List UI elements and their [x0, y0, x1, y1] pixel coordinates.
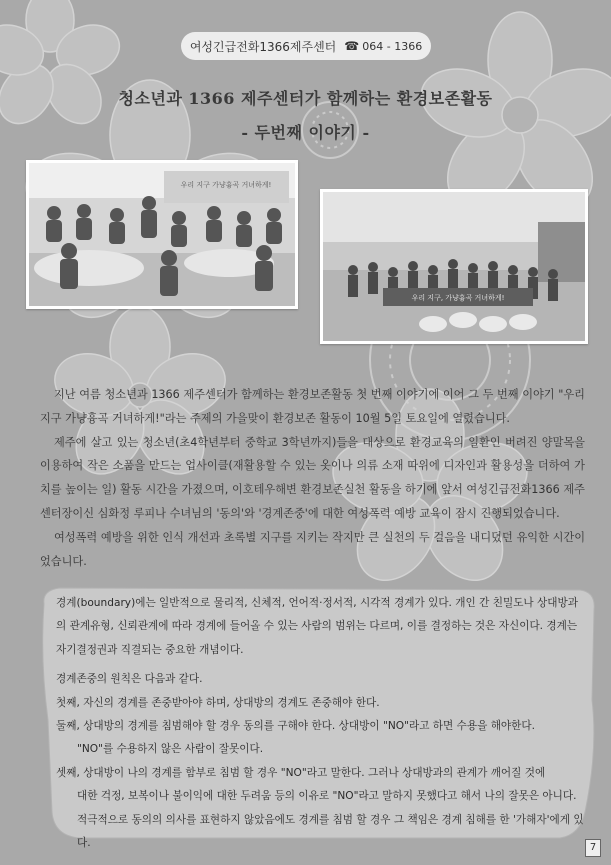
photo1-banner: 우리 지구 가냥흉곡 거녀하게!: [180, 181, 272, 189]
principle-second: 둘째, 상대방의 경계를 침범해야 할 경우 동의를 구해야 한다. 상대방이 "NO"라고 하면 수용을 해야한다.: [56, 720, 535, 733]
body-paragraph: 여성폭력 예방을 위한 인식 개선과 초록별 지구를 지키는 작지만 큰 실천의 두 걸음을 내디뎠던 유익한 시간이었습니다.: [40, 530, 585, 568]
body-paragraph: 지난 여름 청소년과 1366 제주센터가 함께하는 환경보존활동 첫 번째 이야기에 이어 그 두 번째 이야기 "우리지구 가냥흉곡 거녀하게!"라는 주제의 가을맞이 환경보존 활동이 10월 5일 토요일에 열렸습니다.: [40, 388, 585, 425]
principle-first: 첫째, 자신의 경계를 존중받아야 하며, 상대방의 경계도 존중해야 한다.: [56, 696, 380, 709]
body-paragraph: 제주에 살고 있는 청소년(초4학년부터 중학교 3학년까지)들을 대상으로 환경교육의 일환인 버려진 양말목을 이용하여 작은 소품을 만드는 업사이클(재활용할 수 있는 옷이나 의류 소재 따위에 디자인과 활용성을 더하여 가치를 높이는 일) 활동 시간을 가졌으며, 이호테우해변 환경보존실천 활동을 하기에 앞서 여성긴급전화1366 제주센터장이신 심화정 루피나 수녀님의 '동의'와 '경계존중'에 대한 여성폭력 예방 교육이 잠시 진행되었습니다.: [40, 435, 585, 520]
article-subtitle: - 두번째 이야기 -: [241, 123, 370, 142]
boundary-callout: [56, 592, 584, 855]
callout-intro: 경계(boundary)에는 일반적으로 물리적, 신체적, 언어적·정서적, 시각적 경계가 있다. 개인 간 친밀도나 상대방과의 관계유형, 신뢰관계에 따라 경계에 들어올 수 있는 사람의 범위는 다르며, 이를 결정하는 것은 자신이다. 경계는 자기결정권과 직결되는 중요한 개념이다.: [56, 597, 578, 656]
principles-heading: 경계존중의 원칙은 다음과 같다.: [56, 673, 203, 686]
article-title: 청소년과 1366 제주센터가 함께하는 환경보존활동: [118, 89, 493, 108]
center-name: 여성긴급전화1366제주센터: [189, 39, 337, 54]
photo2-banner: 우리 지구, 가냥흉곡 거녀하게!: [411, 294, 505, 302]
principle-second-cont: "NO"를 수용하지 않은 사람이 잘못이다.: [77, 743, 264, 756]
page-number: 7: [585, 839, 601, 857]
phone-icon: ☎: [344, 39, 360, 53]
principle-third-cont: 대한 걱정, 보복이나 불이익에 대한 두려움 등의 이유로 "NO"라고 말하지 못했다고 해서 나의 잘못은 아니다. 적극적으로 동의의 의사를 표현하지 않았음에도 경계를 침범 할 경우 그 책임은 경계 침해를 한 '가해자'에게 있다.: [77, 790, 584, 850]
phone-number: 064 - 1366: [362, 39, 423, 53]
principle-third: 셋째, 상대방이 나의 경계를 함부로 침범 할 경우 "NO"라고 말한다. 그러나 상대방과의 관계가 깨어질 것에: [56, 766, 546, 779]
